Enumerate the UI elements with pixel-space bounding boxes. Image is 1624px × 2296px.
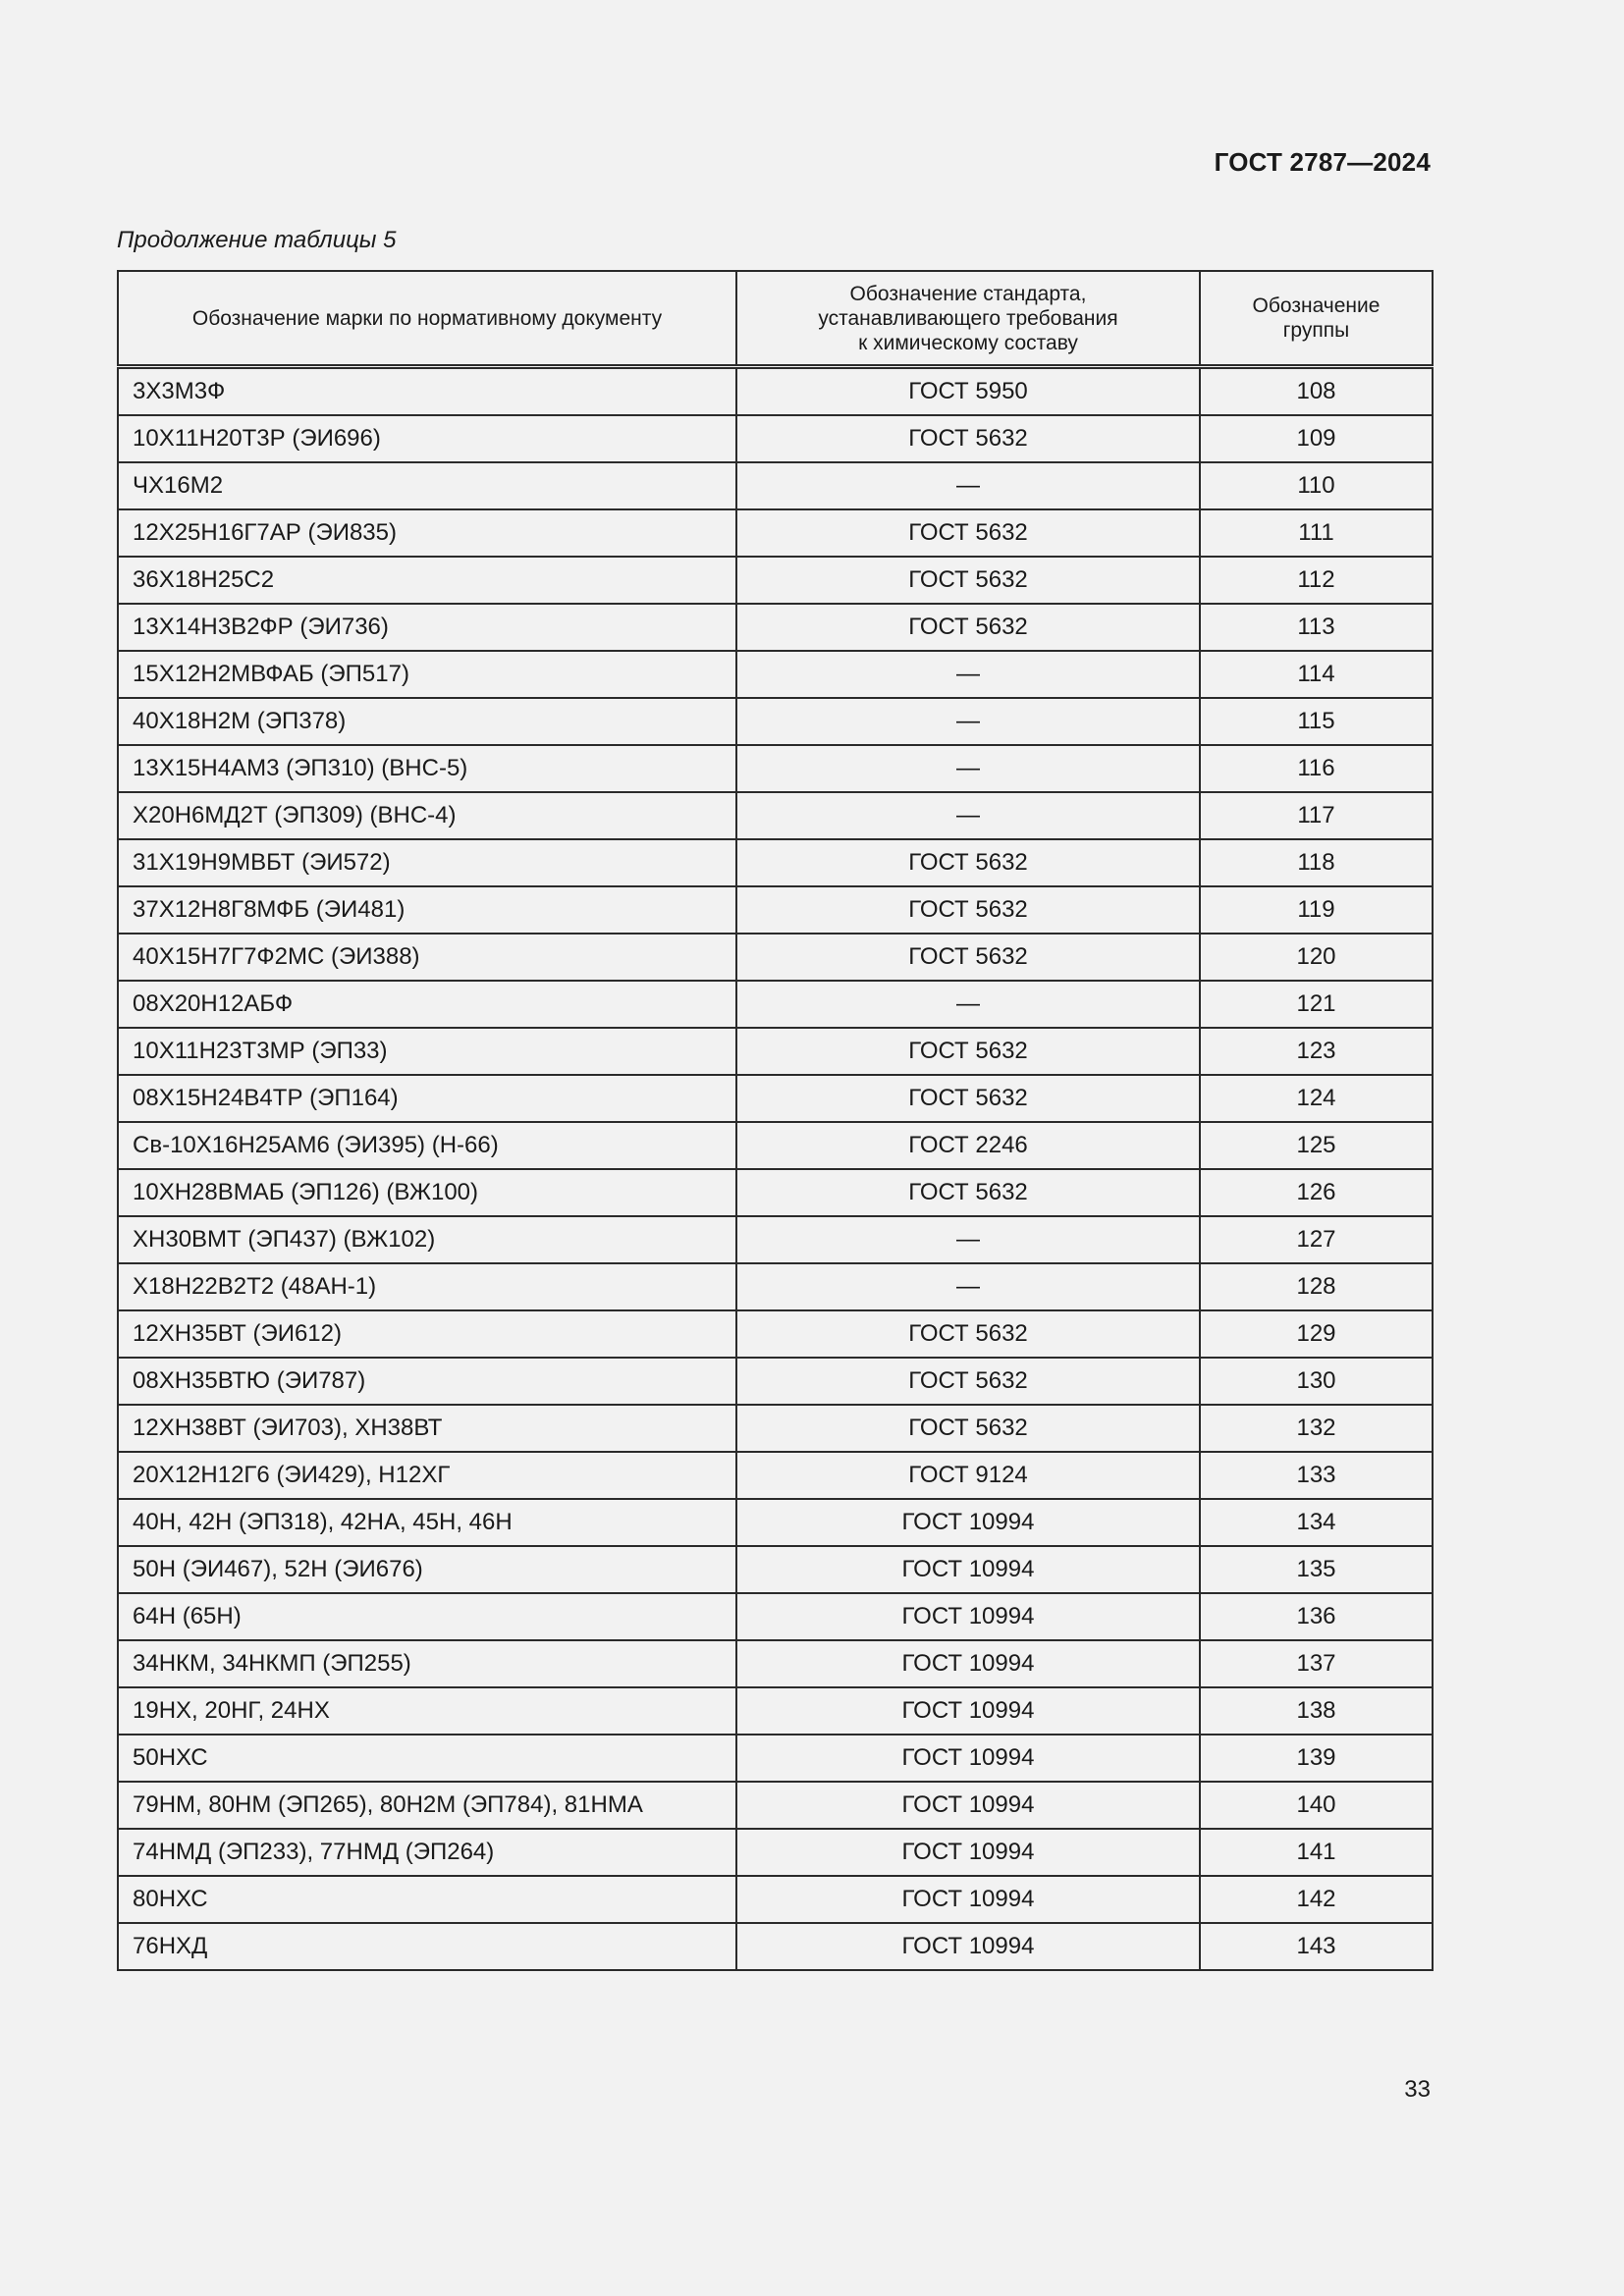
cell-standard: — (736, 698, 1200, 745)
cell-grade: 3Х3М3Ф (118, 367, 736, 416)
cell-standard: ГОСТ 10994 (736, 1640, 1200, 1687)
cell-grade: 31Х19Н9МВБТ (ЭИ572) (118, 839, 736, 886)
cell-grade: 08Х15Н24В4ТР (ЭП164) (118, 1075, 736, 1122)
cell-standard: — (736, 1263, 1200, 1310)
cell-grade: 10ХН28ВМАБ (ЭП126) (ВЖ100) (118, 1169, 736, 1216)
cell-group: 121 (1200, 981, 1433, 1028)
table-row (118, 1782, 1433, 1829)
table-row (118, 1405, 1433, 1452)
table-row (118, 1829, 1433, 1876)
table-row (118, 1923, 1433, 1970)
cell-standard: ГОСТ 9124 (736, 1452, 1200, 1499)
cell-group: 109 (1200, 415, 1433, 462)
cell-standard: ГОСТ 10994 (736, 1593, 1200, 1640)
table-row (118, 745, 1433, 792)
cell-group: 123 (1200, 1028, 1433, 1075)
cell-group: 118 (1200, 839, 1433, 886)
table-row (118, 1546, 1433, 1593)
cell-standard: ГОСТ 5632 (736, 415, 1200, 462)
table-row (118, 367, 1433, 416)
page-number: 33 (1404, 2076, 1431, 2103)
cell-group: 125 (1200, 1122, 1433, 1169)
cell-standard: ГОСТ 5632 (736, 509, 1200, 557)
cell-standard: — (736, 981, 1200, 1028)
cell-grade: 12Х25Н16Г7АР (ЭИ835) (118, 509, 736, 557)
cell-standard: ГОСТ 5632 (736, 604, 1200, 651)
cell-grade: 19НХ, 20НГ, 24НХ (118, 1687, 736, 1735)
cell-grade: 13Х15Н4АМ3 (ЭП310) (ВНС-5) (118, 745, 736, 792)
document-code: ГОСТ 2787—2024 (1214, 147, 1431, 177)
cell-standard: — (736, 651, 1200, 698)
cell-grade: 12ХН38ВТ (ЭИ703), ХН38ВТ (118, 1405, 736, 1452)
table-row (118, 1593, 1433, 1640)
table-row (118, 1499, 1433, 1546)
cell-grade: 50НХС (118, 1735, 736, 1782)
table-row (118, 1735, 1433, 1782)
cell-standard: ГОСТ 10994 (736, 1735, 1200, 1782)
cell-group: 127 (1200, 1216, 1433, 1263)
cell-grade: 10Х11Н20Т3Р (ЭИ696) (118, 415, 736, 462)
cell-group: 138 (1200, 1687, 1433, 1735)
column-header-standard-text: Обозначение стандарта, устанавливающего требования к химическому составу (818, 282, 1118, 354)
cell-grade: 13Х14Н3В2ФР (ЭИ736) (118, 604, 736, 651)
table-row (118, 934, 1433, 981)
cell-grade: 40Х15Н7Г7Ф2МС (ЭИ388) (118, 934, 736, 981)
table-row (118, 1075, 1433, 1122)
cell-group: 114 (1200, 651, 1433, 698)
table-row (118, 1028, 1433, 1075)
cell-standard: — (736, 462, 1200, 509)
cell-group: 108 (1200, 367, 1433, 416)
cell-standard: — (736, 1216, 1200, 1263)
cell-standard: ГОСТ 5632 (736, 1358, 1200, 1405)
cell-grade: 79НМ, 80НМ (ЭП265), 80Н2М (ЭП784), 81НМА (118, 1782, 736, 1829)
table-row (118, 1876, 1433, 1923)
table-row (118, 792, 1433, 839)
table-row (118, 886, 1433, 934)
cell-group: 115 (1200, 698, 1433, 745)
cell-grade: 64Н (65Н) (118, 1593, 736, 1640)
cell-grade: 10Х11Н23Т3МР (ЭП33) (118, 1028, 736, 1075)
table-row (118, 839, 1433, 886)
cell-standard: ГОСТ 10994 (736, 1829, 1200, 1876)
table-header-row (118, 271, 1433, 367)
cell-standard: — (736, 745, 1200, 792)
cell-group: 135 (1200, 1546, 1433, 1593)
table-row (118, 1122, 1433, 1169)
cell-grade: 40Н, 42Н (ЭП318), 42НА, 45Н, 46Н (118, 1499, 736, 1546)
cell-group: 132 (1200, 1405, 1433, 1452)
cell-group: 139 (1200, 1735, 1433, 1782)
cell-group: 133 (1200, 1452, 1433, 1499)
table-row (118, 509, 1433, 557)
table-row (118, 415, 1433, 462)
cell-grade: 37Х12Н8Г8МФБ (ЭИ481) (118, 886, 736, 934)
cell-standard: ГОСТ 5632 (736, 1075, 1200, 1122)
cell-grade: 20Х12Н12Г6 (ЭИ429), Н12ХГ (118, 1452, 736, 1499)
cell-group: 111 (1200, 509, 1433, 557)
cell-group: 140 (1200, 1782, 1433, 1829)
cell-grade: Св-10Х16Н25АМ6 (ЭИ395) (Н-66) (118, 1122, 736, 1169)
cell-grade: 15Х12Н2МВФАБ (ЭП517) (118, 651, 736, 698)
table-row (118, 557, 1433, 604)
column-header-group (1200, 271, 1433, 367)
cell-group: 143 (1200, 1923, 1433, 1970)
table-row (118, 651, 1433, 698)
cell-grade: ХН30ВМТ (ЭП437) (ВЖ102) (118, 1216, 736, 1263)
table-row (118, 1452, 1433, 1499)
column-header-grade: Обозначение марки по нормативному документу (118, 271, 736, 367)
table-row (118, 1640, 1433, 1687)
cell-group: 117 (1200, 792, 1433, 839)
table-body (118, 367, 1433, 1971)
cell-group: 137 (1200, 1640, 1433, 1687)
cell-grade: 36Х18Н25С2 (118, 557, 736, 604)
cell-group: 113 (1200, 604, 1433, 651)
cell-standard: ГОСТ 5632 (736, 1405, 1200, 1452)
table-row (118, 1310, 1433, 1358)
cell-standard: ГОСТ 10994 (736, 1782, 1200, 1829)
table-row (118, 981, 1433, 1028)
cell-grade: 76НХД (118, 1923, 736, 1970)
cell-standard: ГОСТ 5632 (736, 1169, 1200, 1216)
cell-group: 142 (1200, 1876, 1433, 1923)
cell-grade: 34НКМ, 34НКМП (ЭП255) (118, 1640, 736, 1687)
cell-standard: — (736, 792, 1200, 839)
cell-standard: ГОСТ 10994 (736, 1923, 1200, 1970)
cell-group: 128 (1200, 1263, 1433, 1310)
cell-group: 120 (1200, 934, 1433, 981)
cell-standard: ГОСТ 5632 (736, 557, 1200, 604)
cell-group: 129 (1200, 1310, 1433, 1358)
cell-group: 141 (1200, 1829, 1433, 1876)
table-row (118, 1358, 1433, 1405)
cell-grade: 40Х18Н2М (ЭП378) (118, 698, 736, 745)
cell-grade: 08Х20Н12АБФ (118, 981, 736, 1028)
cell-grade: Х18Н22В2Т2 (48АН-1) (118, 1263, 736, 1310)
cell-standard: ГОСТ 5632 (736, 1310, 1200, 1358)
cell-standard: ГОСТ 5632 (736, 886, 1200, 934)
table-row (118, 462, 1433, 509)
cell-group: 116 (1200, 745, 1433, 792)
cell-standard: ГОСТ 10994 (736, 1876, 1200, 1923)
table-row (118, 1169, 1433, 1216)
cell-group: 112 (1200, 557, 1433, 604)
cell-grade: 12ХН35ВТ (ЭИ612) (118, 1310, 736, 1358)
table-row (118, 1263, 1433, 1310)
cell-standard: ГОСТ 5632 (736, 1028, 1200, 1075)
cell-standard: ГОСТ 5632 (736, 839, 1200, 886)
cell-group: 124 (1200, 1075, 1433, 1122)
cell-grade: 80НХС (118, 1876, 736, 1923)
table-row (118, 1216, 1433, 1263)
table-row (118, 1687, 1433, 1735)
grades-table (117, 270, 1434, 1971)
cell-grade: 74НМД (ЭП233), 77НМД (ЭП264) (118, 1829, 736, 1876)
cell-grade: 08ХН35ВТЮ (ЭИ787) (118, 1358, 736, 1405)
cell-grade: ЧХ16М2 (118, 462, 736, 509)
cell-group: 126 (1200, 1169, 1433, 1216)
cell-standard: ГОСТ 5632 (736, 934, 1200, 981)
table-row (118, 698, 1433, 745)
cell-standard: ГОСТ 5950 (736, 367, 1200, 416)
cell-standard: ГОСТ 10994 (736, 1546, 1200, 1593)
cell-group: 110 (1200, 462, 1433, 509)
cell-group: 119 (1200, 886, 1433, 934)
cell-standard: ГОСТ 10994 (736, 1687, 1200, 1735)
table-row (118, 604, 1433, 651)
table-caption: Продолжение таблицы 5 (117, 227, 397, 253)
column-header-standard (736, 271, 1200, 367)
cell-group: 134 (1200, 1499, 1433, 1546)
cell-group: 136 (1200, 1593, 1433, 1640)
cell-standard: ГОСТ 10994 (736, 1499, 1200, 1546)
column-header-group-text: Обозначение группы (1252, 294, 1380, 342)
cell-group: 130 (1200, 1358, 1433, 1405)
cell-grade: 50Н (ЭИ467), 52Н (ЭИ676) (118, 1546, 736, 1593)
cell-grade: Х20Н6МД2Т (ЭП309) (ВНС-4) (118, 792, 736, 839)
cell-standard: ГОСТ 2246 (736, 1122, 1200, 1169)
